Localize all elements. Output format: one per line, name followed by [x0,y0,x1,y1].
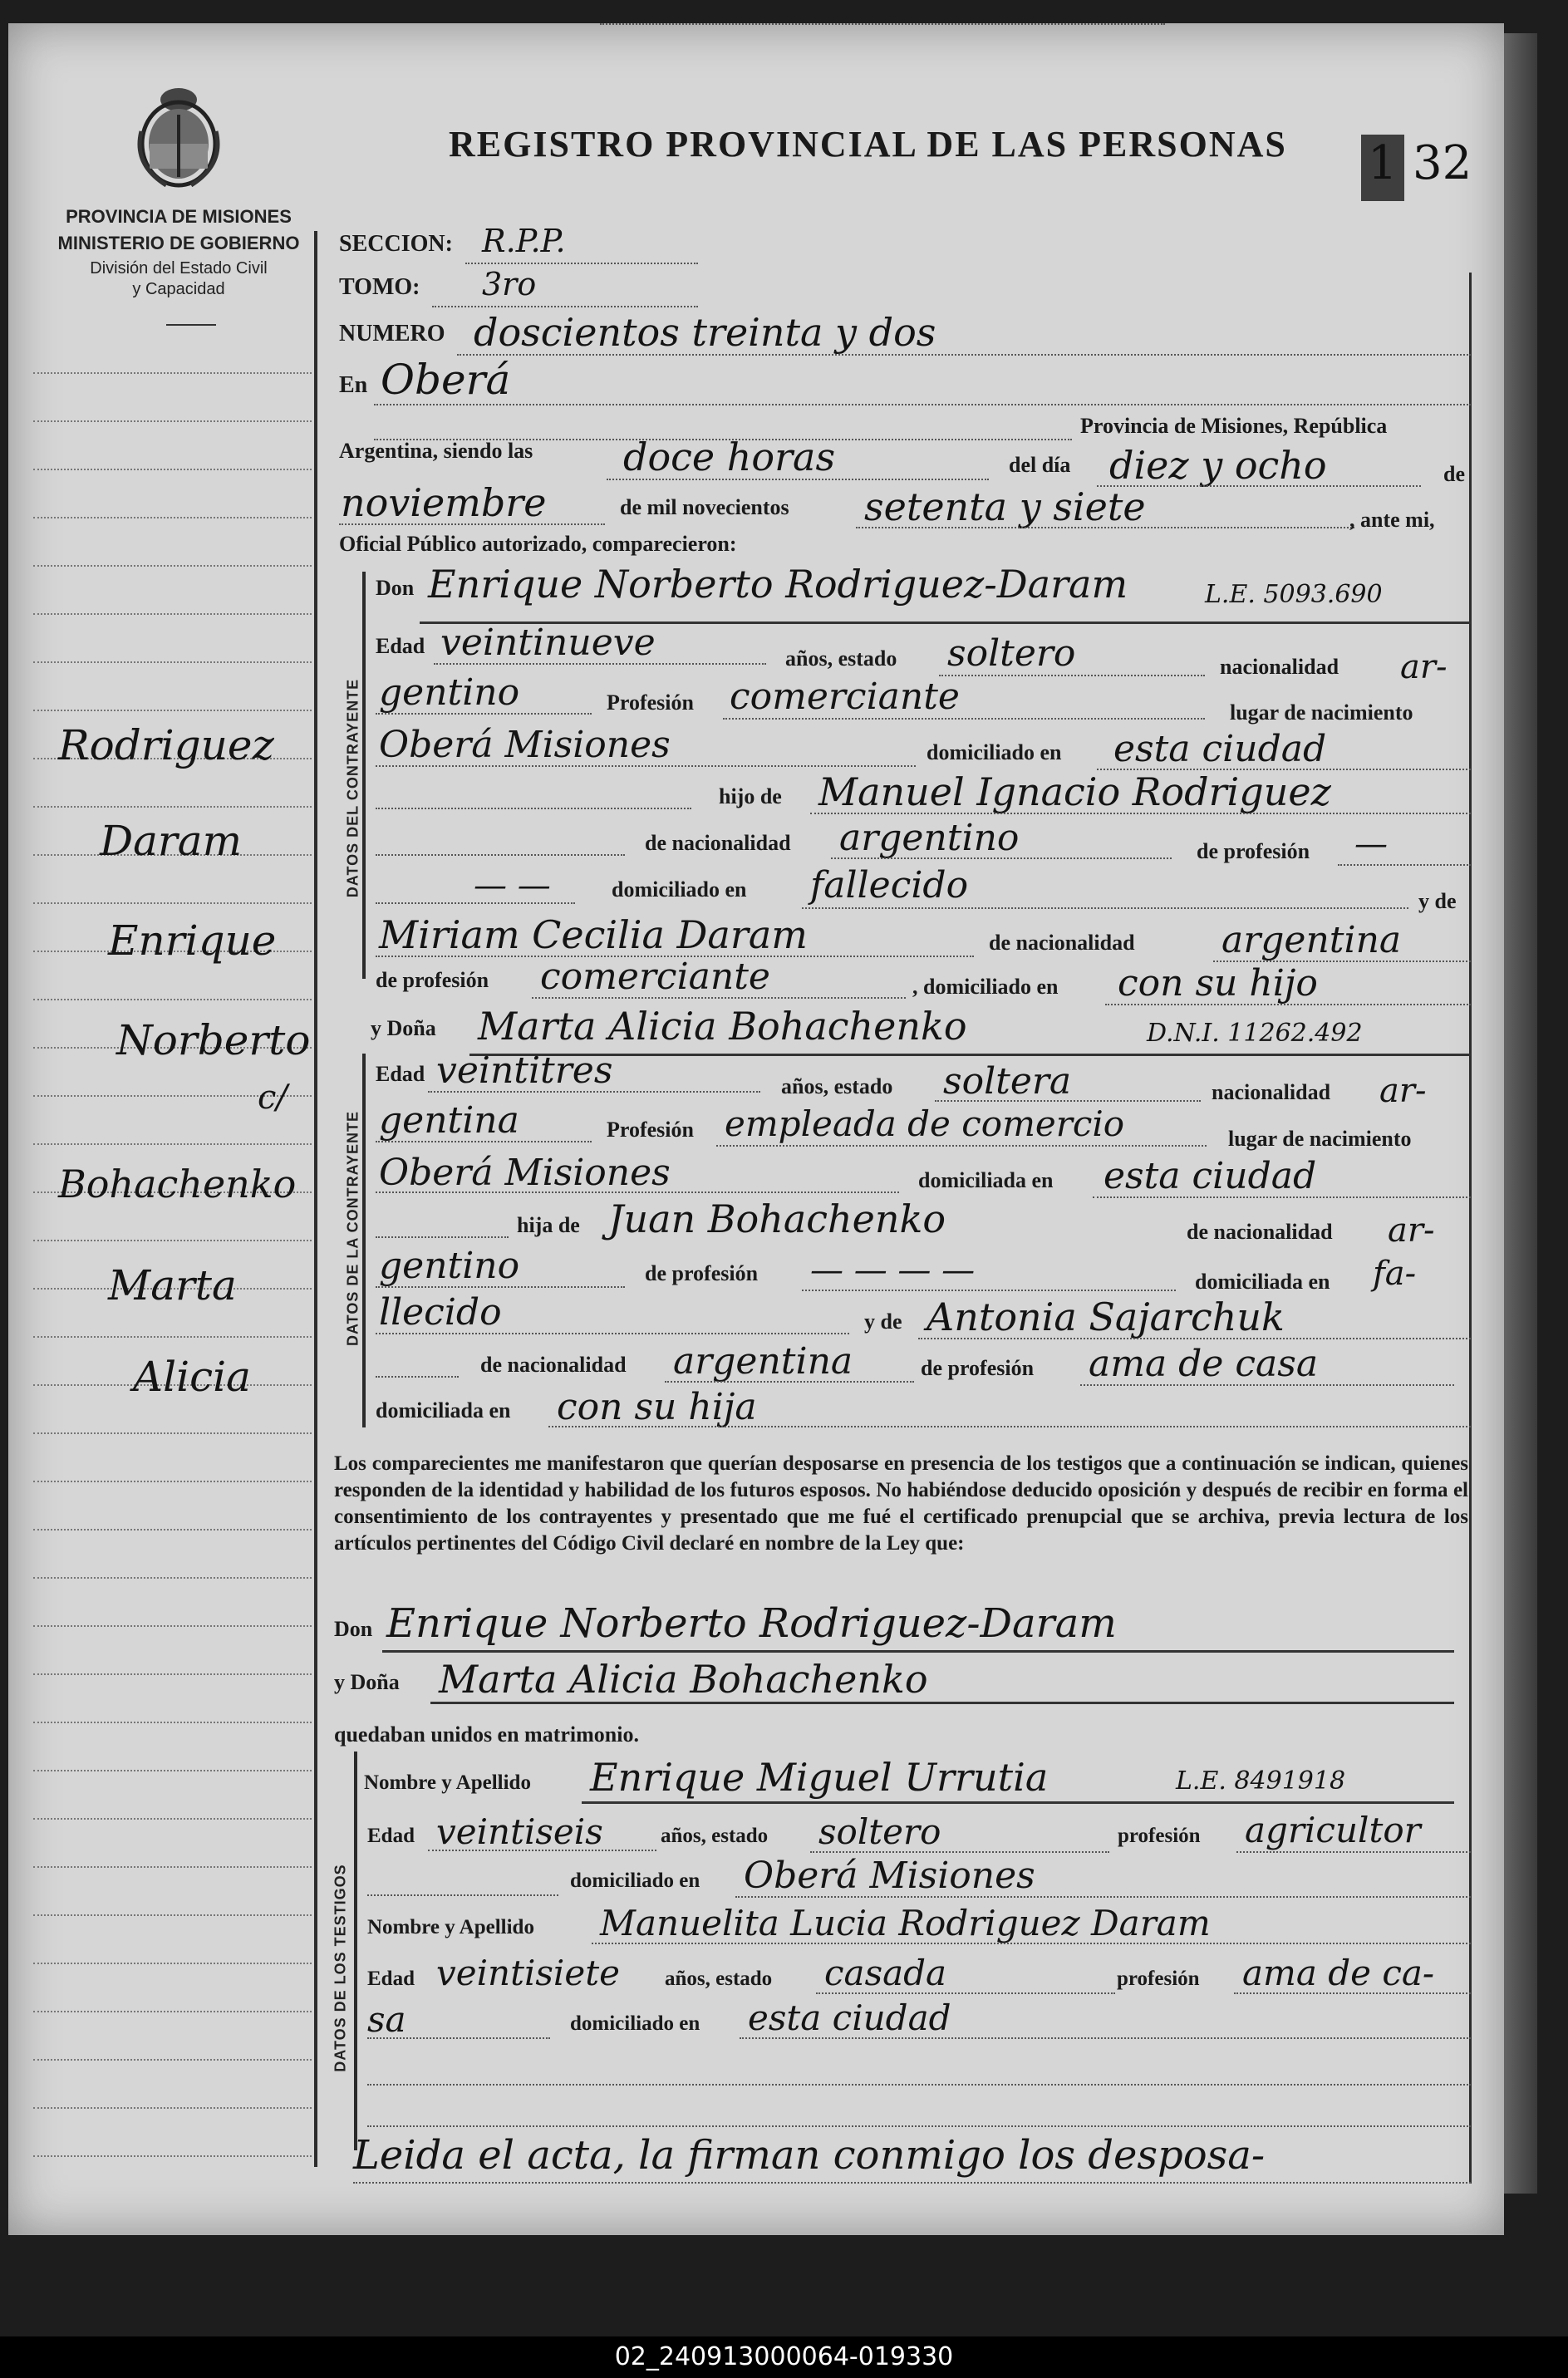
w1-edad: veintiseis [436,1811,603,1852]
w1-edad-label: Edad [367,1825,415,1847]
w2-name: Manuelita Lucia Rodriguez Daram [600,1903,1211,1943]
groom-nac-part2: gentino [379,671,520,714]
statement-paragraph: Los comparecientes me manifestaron que querían desposarse en presencia de los testigos que a continuación se indican, quienes responden de la identidad y habilidad de los futuros esposos. No habiéndose deducido oposición y después de recibir en forma el consentimiento de los contrayentes y presentado que me fué el certificado prenupcial que se archiva, previa lectura de los artículos pertinentes del Código Civil declaré en nombre de la Ley que: [334,1452,1468,1555]
groom-father: Manuel Ignacio Rodriguez [818,769,1331,814]
groom-domicilio: esta ciudad [1113,728,1327,770]
ante-mi: , ante mi, [1349,508,1435,532]
w2-edad-label: Edad [367,1968,415,1990]
groom-mother-nac-label: de nacionalidad [989,931,1135,955]
w2-estado: casada [824,1953,947,1993]
page-number-tail: 32 [1413,136,1472,190]
w2-prof-part2: sa [367,1999,406,2040]
tomo-label: TOMO: [339,274,420,300]
bride-mother-dom-label: domiciliada en [376,1398,511,1422]
bride-father-nac-part2: gentino [379,1245,520,1287]
w2-edad: veintisiete [436,1953,620,1993]
groom-father-nac: argentino [839,817,1020,859]
tomo-value: 3ro [482,266,537,302]
statement-dona-label: y Doña [334,1670,400,1694]
bride-edad-label: Edad [376,1062,425,1086]
w2-dom-label: domiciliado en [570,2012,700,2035]
bride-frame [362,1054,366,1427]
bride-doc: D.N.I. 11262.492 [1147,1019,1363,1048]
province-label: PROVINCIA DE MISIONES [66,206,292,227]
groom-mother-dom-label: , domiciliado en [912,975,1059,999]
groom-edad: veintinueve [440,622,656,664]
bride-dona-label: y Doña [371,1016,436,1040]
document-page [8,23,1504,2235]
groom-nacionalidad-label: nacionalidad [1220,655,1339,679]
groom-section-label: DATOS DEL CONTRAYENTE [344,678,361,898]
margin-name-7: Marta [108,1261,237,1309]
w1-prof-label: profesión [1118,1825,1201,1847]
bride-mother-prof: ama de casa [1089,1343,1319,1385]
groom-doc: L.E. 5093.690 [1205,580,1383,609]
margin-name-1: Rodriguez [58,721,274,769]
seccion-value: R.P.P. [482,223,566,259]
w2-dom: esta ciudad [748,1997,951,2038]
bride-father-prof-label: de profesión [645,1261,759,1285]
margin-name-4: Norberto [116,1016,311,1064]
en-label: En [339,372,368,398]
groom-mother-dom: con su hijo [1118,962,1318,1005]
w1-name: Enrique Miguel Urrutia [590,1755,1049,1800]
statement-bride: Marta Alicia Bohachenko [439,1657,928,1702]
w2-prof-label: profesión [1117,1968,1200,1990]
groom-frame [362,572,366,979]
bride-father-nac-label: de nacionalidad [1187,1220,1333,1244]
groom-dashes: — — [474,867,551,905]
bride-profesion: empleada de comercio [725,1103,1125,1144]
del-dia-label: del día [1009,453,1071,477]
statement-groom: Enrique Norberto Rodriguez-Daram [386,1600,1117,1647]
bride-domiciliada-label: domiciliada en [918,1168,1054,1192]
statement-don-label: Don [334,1617,373,1641]
numero-value: doscientos treinta y dos [474,310,936,355]
margin-name-3: Enrique [108,916,277,965]
bride-father-dom-part2: llecido [379,1291,502,1334]
margin-name-6: Bohachenko [58,1162,297,1206]
w2-anios-estado: años, estado [665,1968,773,1990]
groom-father-prof-label: de profesión [1197,839,1310,863]
registry-title: REGISTRO PROVINCIAL DE LAS PERSONAS [449,124,1287,165]
groom-y-de-label: y de [1418,889,1457,913]
groom-lugar: Oberá Misiones [379,724,671,766]
bride-estado: soltera [943,1060,1072,1103]
w1-dom: Oberá Misiones [744,1855,1035,1897]
groom-lugar-label: lugar de nacimiento [1230,700,1413,725]
groom-estado: soltero [947,632,1076,675]
bride-nacionalidad-label: nacionalidad [1212,1080,1331,1104]
groom-domiciliado-label: domiciliado en [927,740,1062,764]
w2-name-label: Nombre y Apellido [367,1916,534,1938]
division-label-2: y Capacidad [132,280,225,298]
division-label: División del Estado Civil [90,259,268,278]
de-label: de [1443,462,1465,486]
argentina-text: Argentina, siendo las [339,439,533,463]
bride-father: Juan Bohachenko [608,1196,946,1241]
margin-name-2: Daram [100,817,243,865]
w1-doc: L.E. 8491918 [1176,1766,1346,1796]
groom-nac-part1: ar- [1400,648,1448,686]
bride-mother-nac-label: de nacionalidad [480,1353,627,1377]
statement-closing: quedaban unidos en matrimonio. [334,1722,639,1747]
numero-label: NUMERO [339,321,445,346]
bride-section-label: DATOS DE LA CONTRAYENTE [344,1110,361,1347]
groom-father-dom-label: domiciliado en [612,877,747,902]
bride-mother: Antonia Sajarchuk [927,1295,1285,1339]
w1-estado: soltero [818,1811,941,1852]
w1-dom-label: domiciliado en [570,1869,700,1892]
bride-mother-dom: con su hija [557,1386,757,1428]
divider [166,324,216,326]
bride-lugar-label: lugar de nacimiento [1228,1127,1412,1151]
oficial-text: Oficial Público autorizado, comparecieron: [339,532,737,556]
groom-mother-prof-label: de profesión [376,968,489,992]
final-line: Leida el acta, la firman conmigo los desposa- [353,2132,1266,2179]
bride-nac-part2: gentina [379,1099,519,1142]
bride-name: Marta Alicia Bohachenko [478,1004,967,1049]
groom-mother-nac: argentina [1221,919,1402,961]
ministry-label: MINISTERIO DE GOBIERNO [57,233,300,253]
anio-value: setenta y siete [864,484,1146,529]
mes-value: noviembre [341,480,547,525]
coat-of-arms-icon [133,65,224,189]
groom-father-nac-label: de nacionalidad [645,831,791,855]
margin-name-8: Alicia [133,1353,251,1401]
bride-lugar: Oberá Misiones [379,1152,671,1194]
bride-edad: veintitres [436,1049,613,1092]
groom-edad-label: Edad [376,634,425,658]
page-number-first: 1 [1368,136,1398,190]
bride-anios-estado: años, estado [781,1074,893,1098]
groom-profesion-label: Profesión [607,690,694,715]
en-value: Oberá [381,356,511,404]
footer-id: 02_240913000064-019330 [0,2336,1568,2378]
w2-prof-part1: ama de ca- [1242,1953,1435,1993]
bride-nac-part1: ar- [1379,1072,1427,1110]
bride-father-dom-label: domiciliada en [1195,1270,1330,1294]
groom-anios-estado: años, estado [785,646,897,671]
bride-domicilio: esta ciudad [1103,1155,1317,1197]
w1-anios-estado: años, estado [661,1825,769,1847]
margin-name-5: c/ [258,1078,288,1117]
seccion-label: SECCION: [339,231,453,257]
bride-hija-label: hija de [517,1213,580,1237]
margin-divider [314,231,317,2167]
groom-name: Enrique Norberto Rodriguez-Daram [428,562,1128,607]
dia-value: diez y ocho [1109,443,1327,488]
groom-father-dom: fallecido [810,864,969,906]
groom-mother-prof: comerciante [540,956,770,998]
w1-prof: agricultor [1245,1810,1421,1850]
bride-y-de-label: y de [864,1309,902,1334]
bride-father-dom-part1: fa- [1373,1255,1417,1293]
bride-father-nac-part1: ar- [1388,1211,1435,1250]
bride-mother-nac: argentina [673,1340,853,1383]
bride-father-prof: — — — — [810,1251,976,1290]
de-mil-label: de mil novecientos [620,495,789,519]
groom-father-prof: — [1354,825,1388,863]
bride-mother-prof-label: de profesión [921,1356,1035,1380]
bride-profesion-label: Profesión [607,1118,694,1142]
groom-profesion: comerciante [730,676,960,718]
groom-don-label: Don [376,576,415,600]
witness-frame [354,1752,357,2150]
groom-mother: Miriam Cecilia Daram [379,912,808,957]
hora-value: doce horas [623,435,836,479]
provincia-text: Provincia de Misiones, República [1080,414,1388,438]
witness-section-label: DATOS DE LOS TESTIGOS [332,1864,349,2072]
groom-hijo-label: hijo de [719,784,782,808]
w1-name-label: Nombre y Apellido [364,1771,531,1794]
